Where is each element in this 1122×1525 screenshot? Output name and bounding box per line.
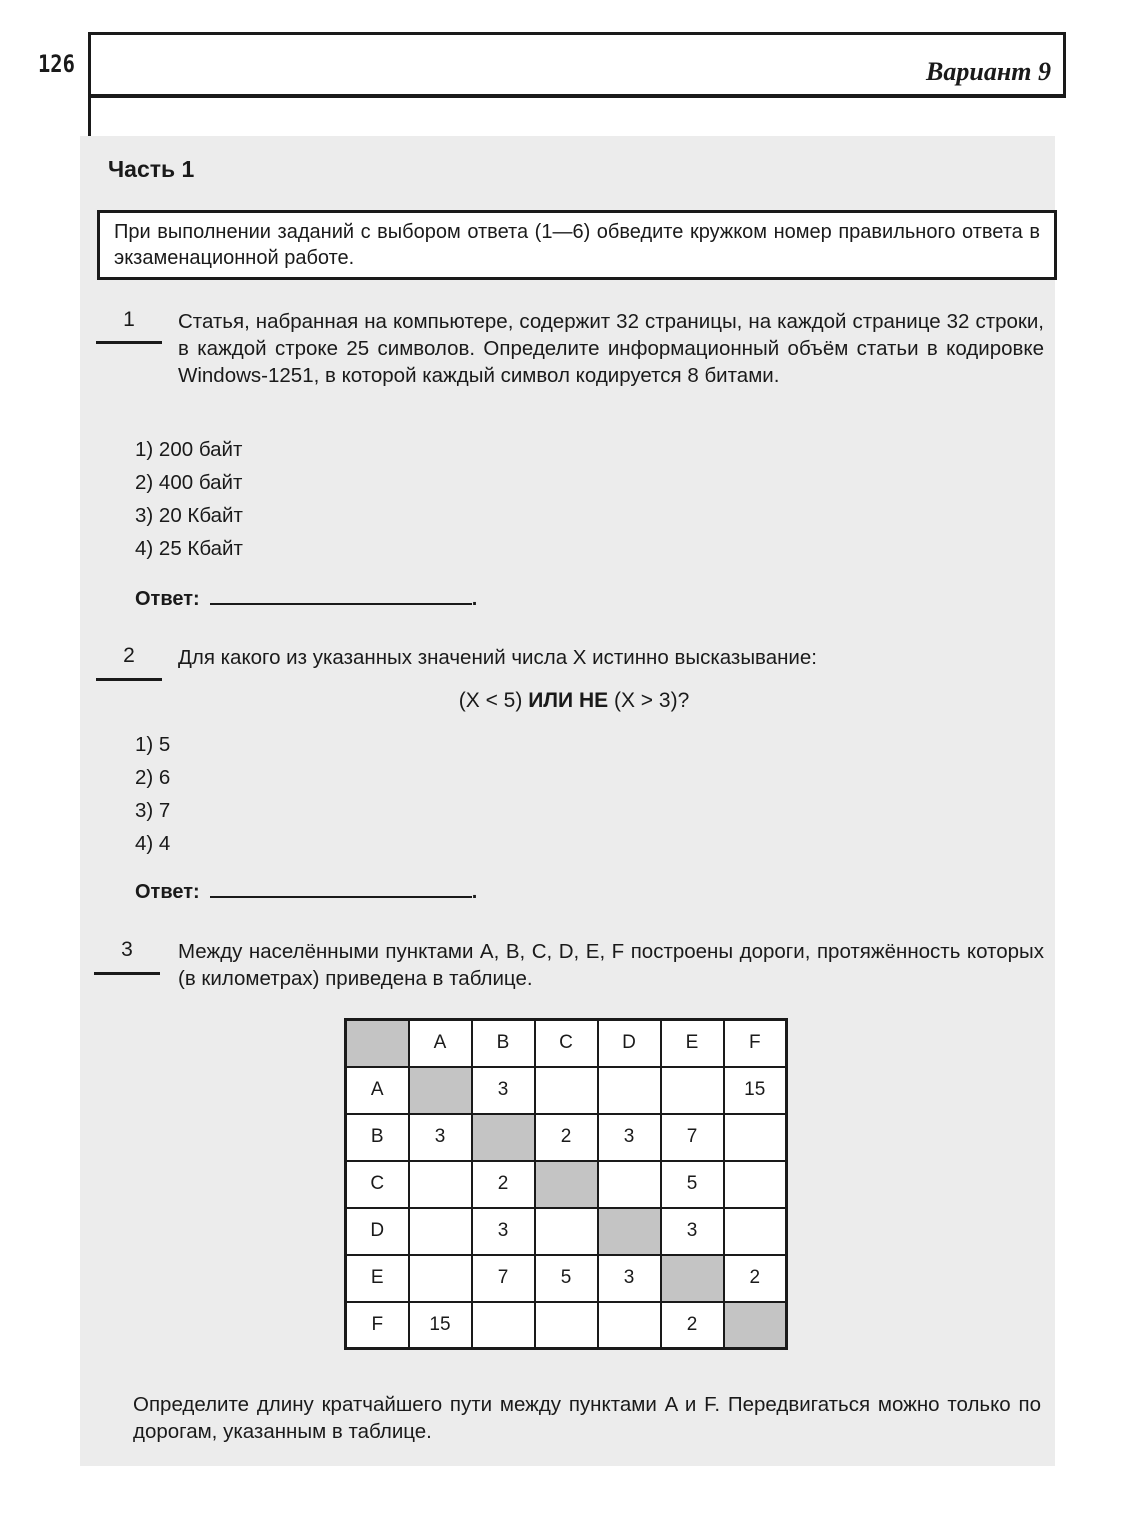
table-cell <box>661 1255 724 1302</box>
task-1-text: Статья, набранная на компьютере, содержит 32 страницы, на каждой странице 32 строки, в каждой строке 25 символов. Определите информационный объём статьи в кодировке Windows-1251, в которой каждый символ кодируется 8 битами. <box>178 310 1044 387</box>
table-row <box>346 1067 787 1114</box>
task-2-option-4[interactable]: 4) 4 <box>135 832 171 855</box>
task-2-option-1[interactable]: 1) 5 <box>135 733 171 756</box>
task-3-number: 3 <box>121 938 133 961</box>
task-1-answer <box>135 588 477 611</box>
page-header <box>88 32 1066 98</box>
instruction-box: При выполнении заданий с выбором ответа (1—6) обведите кружком номер правильного ответа в экзаменационной работе. <box>97 210 1057 280</box>
table-cell: 3 <box>472 1067 535 1114</box>
table-cell <box>535 1302 598 1349</box>
table-row <box>346 1208 787 1255</box>
task-2-option-2[interactable]: 2) 6 <box>135 766 171 789</box>
column-header: E <box>661 1020 724 1067</box>
task-2-formula <box>80 689 1068 713</box>
task-1-option-4[interactable]: 4) 25 Кбайт <box>135 537 243 560</box>
table-cell <box>535 1208 598 1255</box>
task-2-text: Для какого из указанных значений числа X истинно высказывание: <box>178 646 817 669</box>
table-cell: 3 <box>409 1114 472 1161</box>
task-1-option-2[interactable]: 2) 400 байт <box>135 471 243 494</box>
task-3-question: Определите длину кратчайшего пути между пунктами A и F. Передвигаться можно только по дорогам, указанным в таблице. <box>133 1393 1041 1443</box>
answer-label: Ответ: <box>135 588 200 610</box>
table-cell <box>409 1067 472 1114</box>
table-cell <box>598 1302 661 1349</box>
table-cell: 3 <box>598 1114 661 1161</box>
column-header: A <box>409 1020 472 1067</box>
table-row <box>346 1302 787 1349</box>
column-header: B <box>472 1020 535 1067</box>
answer-end: . <box>471 588 478 610</box>
task-2-number: 2 <box>123 644 135 667</box>
table-cell: 7 <box>472 1255 535 1302</box>
task-3-rule <box>94 972 160 975</box>
table-cell <box>724 1302 787 1349</box>
table-row <box>346 1255 787 1302</box>
row-header: C <box>346 1161 409 1208</box>
task-2-rule <box>96 678 162 681</box>
formula-part-1: (X < 5) <box>458 689 523 712</box>
task-2-answer <box>135 881 477 904</box>
table-cell <box>598 1067 661 1114</box>
table-row <box>346 1161 787 1208</box>
table-cell <box>598 1208 661 1255</box>
table-cell <box>724 1208 787 1255</box>
row-header: A <box>346 1067 409 1114</box>
table-cell: 2 <box>724 1255 787 1302</box>
table-row <box>346 1114 787 1161</box>
task-2-options <box>135 728 170 860</box>
task-2-option-3[interactable]: 3) 7 <box>135 799 171 822</box>
table-cell: 3 <box>472 1208 535 1255</box>
row-header: B <box>346 1114 409 1161</box>
row-header: E <box>346 1255 409 1302</box>
table-cell <box>472 1114 535 1161</box>
column-header: F <box>724 1020 787 1067</box>
table-cell <box>472 1302 535 1349</box>
task-1-option-1[interactable]: 1) 200 байт <box>135 438 243 461</box>
column-header: C <box>535 1020 598 1067</box>
variant-title: Вариант 9 <box>926 57 1051 86</box>
table-cell <box>661 1067 724 1114</box>
task-1-option-3[interactable]: 3) 20 Кбайт <box>135 504 243 527</box>
distance-table <box>344 1018 788 1350</box>
table-cell: 3 <box>598 1255 661 1302</box>
answer-field[interactable] <box>210 882 472 898</box>
table-cell: 5 <box>661 1161 724 1208</box>
table-cell: 2 <box>535 1114 598 1161</box>
formula-part-2: (X > 3)? <box>613 689 690 712</box>
table-cell <box>409 1161 472 1208</box>
table-cell: 15 <box>409 1302 472 1349</box>
table-cell: 2 <box>472 1161 535 1208</box>
table-cell <box>724 1161 787 1208</box>
table-header-row <box>346 1020 787 1067</box>
answer-end: . <box>471 881 478 903</box>
task-1-rule <box>96 341 162 344</box>
answer-label: Ответ: <box>135 881 200 903</box>
task-1-options <box>135 433 243 565</box>
table-cell <box>724 1114 787 1161</box>
table-cell <box>409 1208 472 1255</box>
row-header: D <box>346 1208 409 1255</box>
task-1-number: 1 <box>123 308 135 331</box>
page-number: 126 <box>38 50 75 78</box>
table-cell <box>535 1161 598 1208</box>
table-cell <box>535 1067 598 1114</box>
task-3-text: Между населёнными пунктами A, B, C, D, E, F построены дороги, протяжённость которых (в километрах) приведена в таблице. <box>178 940 1044 990</box>
table-cell: 2 <box>661 1302 724 1349</box>
column-header: D <box>598 1020 661 1067</box>
row-header: F <box>346 1302 409 1349</box>
table-cell: 5 <box>535 1255 598 1302</box>
table-corner-cell <box>346 1020 409 1067</box>
answer-field[interactable] <box>210 589 472 605</box>
table-cell: 7 <box>661 1114 724 1161</box>
table-cell: 15 <box>724 1067 787 1114</box>
part-title: Часть 1 <box>108 156 195 182</box>
table-cell <box>409 1255 472 1302</box>
content-area <box>80 136 1055 1466</box>
table-cell <box>598 1161 661 1208</box>
table-cell: 3 <box>661 1208 724 1255</box>
formula-keyword: ИЛИ НЕ <box>528 689 609 712</box>
header-divider <box>88 96 91 136</box>
